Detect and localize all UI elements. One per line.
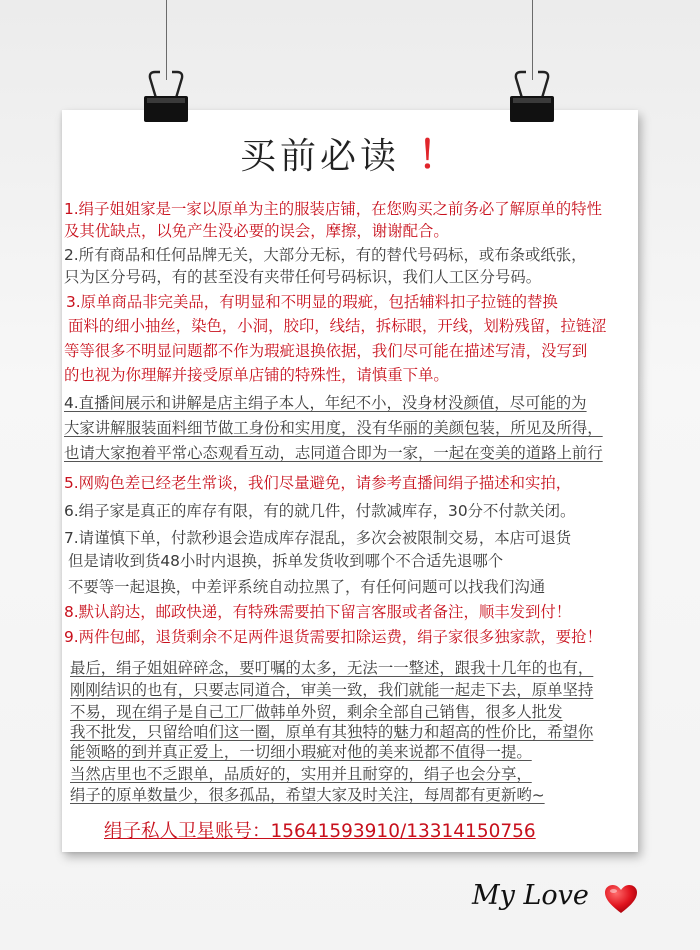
notice-line-3-3: 等等很多不明显问题都不作为瑕疵退换依据，我们尽可能在描述写清，没写到 <box>64 342 588 360</box>
notice-line-4-1: 4.直播间展示和讲解是店主绢子本人，年纪不小，没身材没颜值，尽可能的为 <box>64 394 587 412</box>
notice-line-3-2: 面料的细小抽丝，染色，小洞，胶印，线结，拆标眼，开线，划粉残留，拉链涩 <box>68 317 607 335</box>
contact-account: 绢子私人卫星账号：15641593910/13314150756 <box>104 821 536 842</box>
notice-line-7-3: 不要等一起退换，中差评系统自动拉黑了，有任何问题可以找我们沟通 <box>68 578 546 596</box>
notice-line-4-3: 也请大家抱着平常心态观看互动，志同道合即为一家，一起在变美的道路上前行 <box>64 444 603 462</box>
notice-line-2-1: 2.所有商品和任何品牌无关，大部分无标，有的替代号码标，或布条或纸张， <box>64 246 587 264</box>
notice-line-8: 8.默认韵达，邮政快递，有特殊需要拍下留言客服或者备注，顺丰发到付！ <box>64 603 572 621</box>
binder-clip-left-icon <box>138 62 194 124</box>
closing-line-1: 最后，绢子姐姐碎碎念，要叮嘱的太多，无法一一整述，跟我十几年的也有， <box>70 659 594 677</box>
notice-line-9: 9.两件包邮，退货剩余不足两件退货需要扣除运费，绢子家很多独家款，要抢！ <box>64 628 602 646</box>
exclamation-icon: ！ <box>418 133 461 177</box>
closing-line-2: 刚刚结识的也有，只要志同道合，审美一致，我们就能一起走下去，原单坚持 <box>70 681 594 699</box>
heart-icon <box>604 884 638 914</box>
notice-line-2-2: 只为区分号码，有的甚至没有夹带任何号码标识，我们人工区分号码。 <box>64 268 542 286</box>
binder-clip-right-icon <box>504 62 560 124</box>
notice-line-1-1: 1.绢子姐姐家是一家以原单为主的服装店铺，在您购买之前务必了解原单的特性 <box>64 200 602 218</box>
notice-line-7-1: 7.请谨慎下单，付款秒退会造成库存混乱，多次会被限制交易，本店可退货 <box>64 529 572 547</box>
notice-line-1-2: 及其优缺点，以免产生没必要的误会，摩擦，谢谢配合。 <box>64 222 449 240</box>
closing-line-7: 绢子的原单数量少，很多孤品，希望大家及时关注，每周都有更新哟~ <box>70 786 545 804</box>
closing-line-3: 不易，现在绢子是自己工厂做韩单外贸，剩余全部自己销售，很多人批发 <box>70 703 563 721</box>
page-title <box>0 124 700 179</box>
notice-line-6: 6.绢子家是真正的库存有限，有的就几件，付款减库存，30分不付款关闭。 <box>64 502 576 520</box>
notice-line-4-2: 大家讲解服装面料细节做工身份和实用度，没有华丽的美颜包装，所见及所得， <box>64 419 603 437</box>
closing-line-6: 当然店里也不乏跟单，品质好的，实用并且耐穿的，绢子也会分享， <box>70 765 532 783</box>
notice-line-5: 5.网购色差已经老生常谈，我们尽量避免，请参考直播间绢子描述和实拍， <box>64 474 572 492</box>
closing-line-4: 我不批发，只留给咱们这一圈，原单有其独特的魅力和超高的性价比，希望你 <box>70 723 594 741</box>
notice-line-7-2: 但是请收到货48小时内退换，拆单发货收到哪个不合适先退哪个 <box>68 552 504 570</box>
signature-text: My Love <box>472 880 589 911</box>
closing-line-5: 能领略的到并真正爱上，一切细小瑕疵对他的美来说都不值得一提。 <box>70 743 532 761</box>
notice-line-3-4: 的也视为你理解并接受原单店铺的特殊性，请慎重下单。 <box>64 366 449 384</box>
notice-line-3-1: 3.原单商品非完美品，有明显和不明显的瑕疵，包括辅料扣子拉链的替换 <box>66 293 558 311</box>
title-text: 买前必读 <box>239 136 400 177</box>
